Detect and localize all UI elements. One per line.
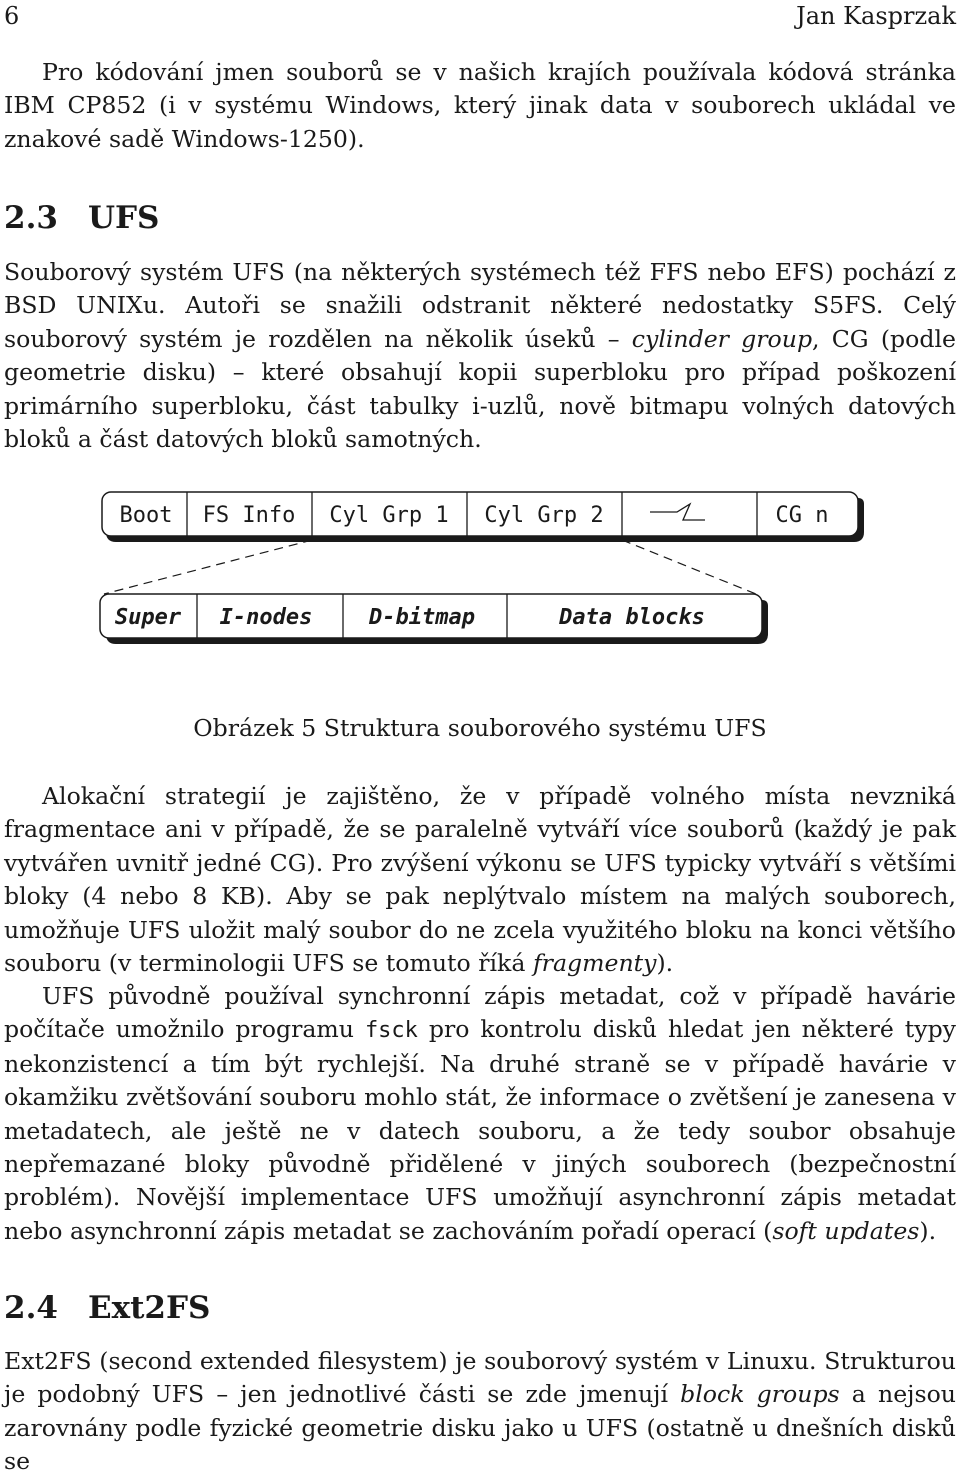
emphasis-term: block groups <box>680 1380 840 1409</box>
block-super: Super <box>114 605 182 630</box>
section-number: 2.3 <box>4 200 58 236</box>
block-i-nodes: I-nodes <box>219 605 313 630</box>
intro-paragraph: Pro kódování jmen souborů se v našich krajích používala kódová stránka IBM CP852 (i v systému Windows, který jinak data v souborech ukládal ve znakové sadě Windows-1250). <box>4 58 956 153</box>
section-number: 2.4 <box>4 1290 58 1326</box>
ext2fs-paragraph: Ext2FS (second extended filesystem) je souborový systém v Linuxu. Strukturou je podobný UFS – jen jednotlivé části se zde jmenují block groups a nejsou zarovnány podle fyzické geometrie disku jako u UFS (ostatně u dnešních disků se <box>4 1347 956 1476</box>
section-heading-ufs <box>4 198 159 238</box>
page-number: 6 <box>4 2 20 30</box>
running-header <box>4 0 956 32</box>
expansion-line-right <box>622 540 756 594</box>
figure-caption: Obrázek 5 Struktura souborového systému UFS <box>193 714 767 742</box>
block-cyl-grp-2: Cyl Grp 2 <box>484 503 604 528</box>
block-cg-n: CG n <box>775 503 829 528</box>
block-data-blocks: Data blocks <box>559 605 705 630</box>
allocation-paragraph: Alokační strategií je zajištěno, že v případě volného místa nevzniká fragmentace ani v případě, že se paralelně vytváří více souborů (každý je pak vytvářen uvnitř jedné CG). Pro zvýšení výkonu se UFS typicky vytváří s většími bloky (4 nebo 8 KB). Aby se pak neplýtvalo místem na malých souborech, umožňuje UFS uložit malý soubor do ne zcela využitého bloku na konci většího souboru (v terminologii UFS se tomuto říká fragmenty). <box>4 782 956 978</box>
emphasis-term: cylinder group <box>631 324 813 353</box>
block-cyl-grp-1: Cyl Grp 1 <box>329 503 449 528</box>
emphasis-term: fragmenty <box>532 949 657 978</box>
section-title: Ext2FS <box>88 1290 211 1326</box>
running-author: Jan Kasprzak <box>796 2 956 30</box>
block-boot: Boot <box>119 503 173 528</box>
section-title: UFS <box>88 200 160 236</box>
ufs-paragraph: Souborový systém UFS (na některých systémech též FFS nebo EFS) pochází z BSD UNIXu. Autoři se snažili odstranit některé nedostatky S5FS. Celý souborový systém je rozdělen na několik úseků – cylinder group, CG (podle geometrie disku) – které obsahují kopii superbloku pro případ poškození primárního superbloku, část tabulky i-uzlů, nově bitmapu volných datových bloků a část datových bloků samotných. <box>4 258 956 454</box>
ufs-structure-figure <box>0 482 960 657</box>
emphasis-term: soft updates <box>772 1216 920 1245</box>
section-heading-ext2fs <box>4 1288 210 1328</box>
metadata-paragraph: UFS původně používal synchronní zápis metadat, což v případě havárie počítače umožnilo programu fsck pro kontrolu disků hledat jen některé typy nekonzistencí a tím být rychlejší. Na druhé straně se v případě havárie v okamžiku zvětšování souboru mohlo stát, že informace o zvětšení je zanesena v metadatech, ale ještě ne v datech souboru, a že tedy soubor obsahuje nepřemazané bloky původně přidělené v jiných souborech (bezpečnostní problém). Novější implementace UFS umožňují asynchronní zápis metadat nebo asynchronní zápis metadat se zachováním pořadí operací (soft updates). <box>4 982 956 1245</box>
expansion-line-left <box>104 540 312 594</box>
code-fsck: fsck <box>364 1018 418 1044</box>
block-d-bitmap: D-bitmap <box>369 605 475 630</box>
block-fs-info: FS Info <box>202 503 296 528</box>
